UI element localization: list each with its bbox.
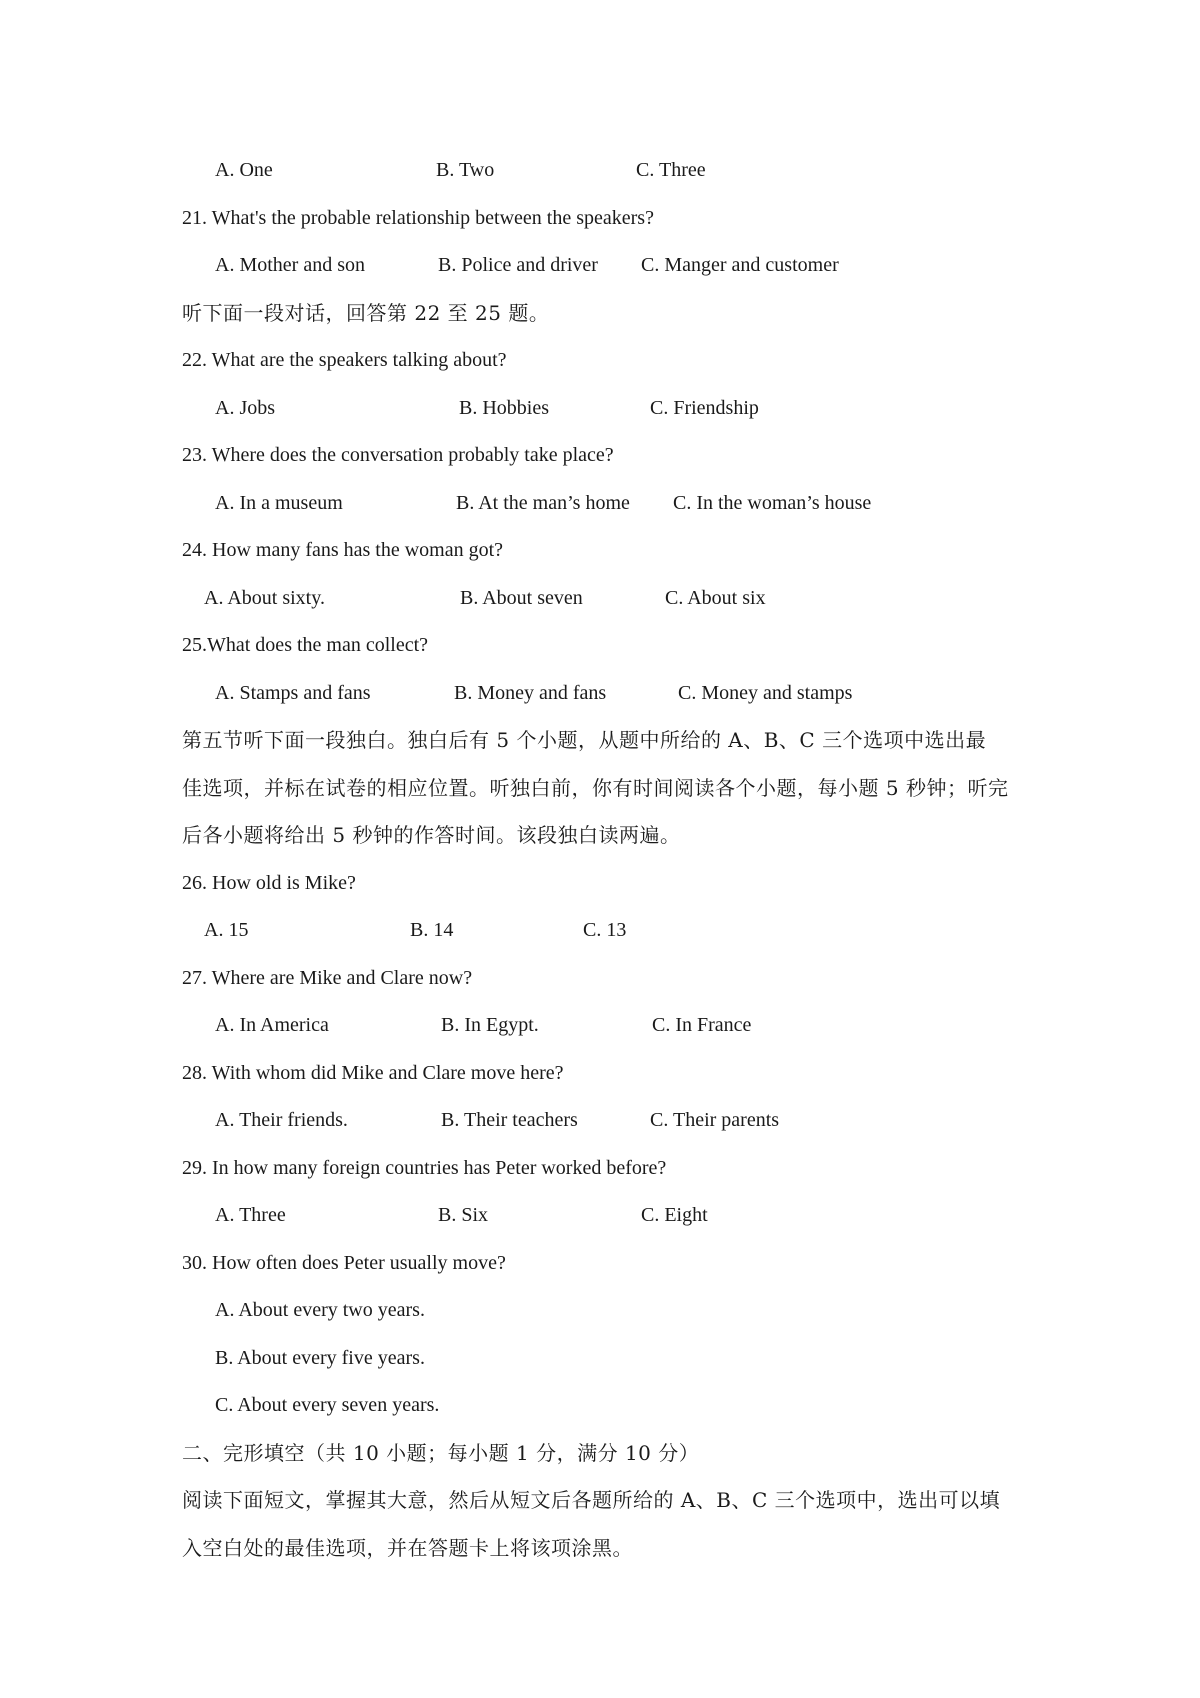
q26-option-b: B. 14 bbox=[410, 919, 454, 941]
q26-option-c: C. 13 bbox=[583, 919, 627, 941]
q21-option-c: C. Manger and customer bbox=[641, 254, 839, 276]
q20-option-a: A. One bbox=[215, 159, 273, 181]
section5-instruction-line3: 后各小题将给出 5 秒钟的作答时间。该段独白读两遍。 bbox=[182, 823, 681, 847]
q28-question: 28. With whom did Mike and Clare move here? bbox=[182, 1062, 564, 1084]
q21-option-a: A. Mother and son bbox=[215, 254, 365, 276]
q29-option-a: A. Three bbox=[215, 1204, 286, 1226]
q27-option-a: A. In America bbox=[215, 1014, 329, 1036]
q26-question: 26. How old is Mike? bbox=[182, 872, 356, 894]
q24-option-b: B. About seven bbox=[460, 587, 583, 609]
q28-option-c: C. Their parents bbox=[650, 1109, 780, 1131]
q23-option-b: B. At the man’s home bbox=[456, 492, 630, 514]
q21-option-b: B. Police and driver bbox=[438, 254, 598, 276]
q30-option-c: C. About every seven years. bbox=[215, 1394, 440, 1416]
part2-heading: 二、完形填空（共 10 小题；每小题 1 分，满分 10 分） bbox=[182, 1441, 700, 1465]
q22-question: 22. What are the speakers talking about? bbox=[182, 349, 507, 371]
q25-question: 25.What does the man collect? bbox=[182, 634, 429, 656]
q24-option-a: A. About sixty. bbox=[204, 587, 325, 609]
q27-option-c: C. In France bbox=[652, 1014, 752, 1036]
q23-option-c: C. In the woman’s house bbox=[673, 492, 872, 514]
q22-option-b: B. Hobbies bbox=[459, 397, 549, 419]
q23-question: 23. Where does the conversation probably take place? bbox=[182, 444, 614, 466]
section5-instruction-line2: 佳选项，并标在试卷的相应位置。听独白前，你有时间阅读各个小题，每小题 5 秒钟；听完 bbox=[182, 776, 1009, 800]
section-22-25-instruction: 听下面一段对话，回答第 22 至 25 题。 bbox=[182, 301, 550, 325]
q27-question: 27. Where are Mike and Clare now? bbox=[182, 967, 473, 989]
q23-option-a: A. In a museum bbox=[215, 492, 343, 514]
q22-option-c: C. Friendship bbox=[650, 397, 759, 419]
q26-option-a: A. 15 bbox=[204, 919, 249, 941]
q20-option-b: B. Two bbox=[436, 159, 495, 181]
q25-option-c: C. Money and stamps bbox=[678, 682, 853, 704]
q20-option-c: C. Three bbox=[636, 159, 706, 181]
q24-question: 24. How many fans has the woman got? bbox=[182, 539, 504, 561]
q25-option-a: A. Stamps and fans bbox=[215, 682, 371, 704]
q27-option-b: B. In Egypt. bbox=[441, 1014, 539, 1036]
part2-instruction-line1: 阅读下面短文，掌握其大意，然后从短文后各题所给的 A、B、C 三个选项中，选出可以填 bbox=[182, 1488, 1001, 1512]
q28-option-a: A. Their friends. bbox=[215, 1109, 348, 1131]
q29-question: 29. In how many foreign countries has Peter worked before? bbox=[182, 1157, 667, 1179]
q30-question: 30. How often does Peter usually move? bbox=[182, 1252, 506, 1274]
q21-question: 21. What's the probable relationship between the speakers? bbox=[182, 207, 654, 229]
q22-option-a: A. Jobs bbox=[215, 397, 276, 419]
q30-option-a: A. About every two years. bbox=[215, 1299, 425, 1321]
section5-instruction-line1: 第五节听下面一段独白。独白后有 5 个小题，从题中所给的 A、B、C 三个选项中选出最 bbox=[182, 728, 987, 752]
q30-option-b: B. About every five years. bbox=[215, 1347, 425, 1369]
q28-option-b: B. Their teachers bbox=[441, 1109, 578, 1131]
q29-option-c: C. Eight bbox=[641, 1204, 708, 1226]
q29-option-b: B. Six bbox=[438, 1204, 489, 1226]
q25-option-b: B. Money and fans bbox=[454, 682, 607, 704]
q24-option-c: C. About six bbox=[665, 587, 766, 609]
part2-instruction-line2: 入空白处的最佳选项，并在答题卡上将该项涂黑。 bbox=[182, 1536, 633, 1560]
